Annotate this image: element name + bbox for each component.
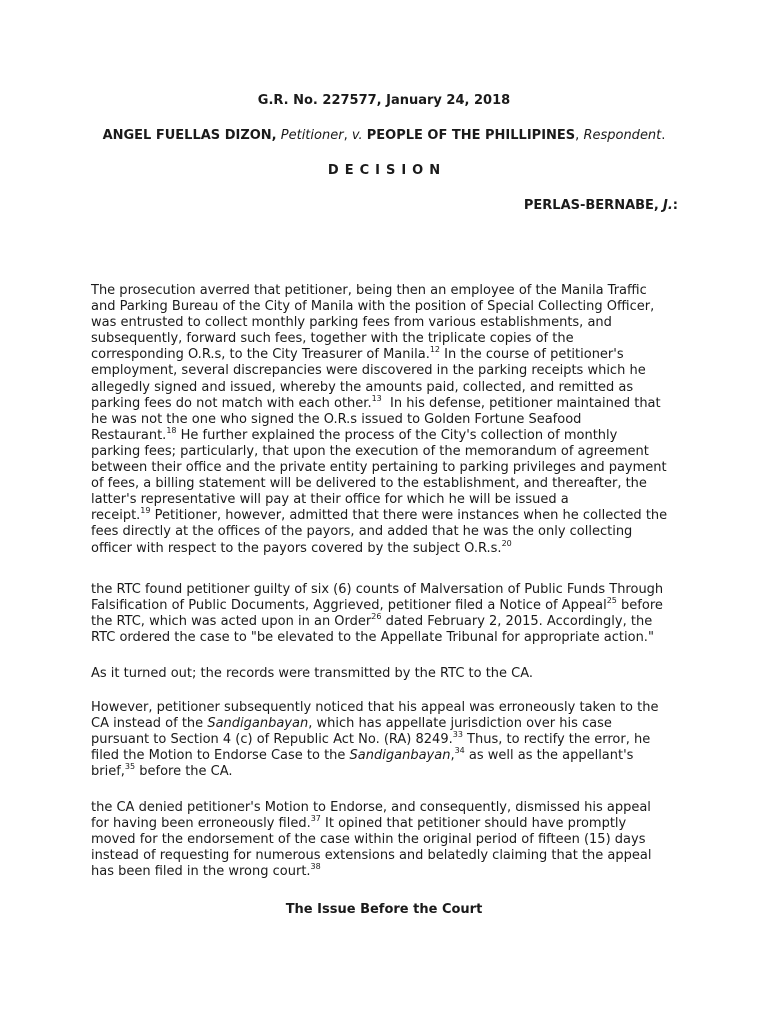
paragraph-ca-denial (91, 800, 691, 880)
footnote-ref-25[interactable]: 25 (606, 596, 617, 606)
text-line: subsequently, forward such fees, together with the triplicate copies of the (91, 331, 574, 347)
text-run: In his defense, petitioner maintained that (381, 395, 661, 411)
parties-comma: , (343, 128, 352, 143)
respondent-name: PEOPLE OF THE PHILLIPINES (366, 128, 576, 143)
text-run: receipt. (91, 508, 141, 524)
text-line (91, 614, 691, 630)
text-run: parking fees do not match with each other. (91, 395, 372, 411)
text-run: Petitioner, however, admitted that there were instances when he collected the (150, 508, 668, 524)
text-run: filed the Motion to Endorse Case to the (91, 748, 350, 764)
text-line: was entrusted to collect monthly parking fees from various establishments, and (91, 315, 612, 331)
text-line: However, petitioner subsequently noticed that his appeal was erroneously taken to the (91, 700, 659, 715)
versus-label: v. (351, 128, 363, 143)
decision-heading: DECISION (327, 163, 447, 178)
text-run: dated February 2, 2015. Accordingly, the (381, 614, 653, 630)
footnote-ref-19[interactable]: 19 (140, 506, 151, 516)
text-run: Falsification of Public Documents, Aggrieved, petitioner filed a Notice of Appeal (91, 598, 607, 614)
text-line (91, 425, 691, 444)
text-line (91, 748, 691, 764)
case-parties (0, 128, 768, 143)
parties-comma: , (575, 128, 584, 143)
text-line: between their office and the private entity pertaining to parking privileges and payment (91, 460, 667, 476)
ponente-name: PERLAS-BERNABE, (523, 198, 659, 213)
text-line: instead of requesting for numerous extensions and belatedly claiming that the appeal (91, 848, 652, 864)
footnote-ref-12[interactable]: 12 (429, 345, 441, 355)
text-line: and Parking Bureau of the City of Manila with the position of Special Collecting Officer, (91, 299, 655, 315)
text-line (91, 508, 691, 524)
footnote-ref-13[interactable]: 13 (371, 393, 382, 403)
case-number-heading: G.R. No. 227577, January 24, 2018 (257, 93, 511, 108)
footnote-ref-18[interactable]: 18 (166, 425, 177, 435)
footnote-ref-35[interactable]: 35 (124, 762, 136, 772)
issue-heading: The Issue Before the Court (285, 902, 483, 917)
parties-period: . (661, 128, 666, 143)
footnote-ref-38[interactable]: 38 (310, 862, 321, 872)
text-line (91, 732, 691, 748)
text-run: Thus, to rectify the error, he (462, 732, 651, 748)
text-line (91, 347, 691, 363)
footnote-ref-33[interactable]: 33 (452, 730, 463, 740)
text-line (91, 716, 691, 732)
text-run: the RTC, which was acted upon in an Order (91, 614, 372, 630)
text-line: latter's representative will pay at their office for which he will be issued a (91, 492, 569, 508)
text-line (91, 764, 691, 780)
text-run: , which has appellate jurisdiction over his case (308, 716, 612, 732)
text-line: he was not the one who signed the O.R.s issued to Golden Fortune Seafood (91, 411, 582, 427)
italic-term: Sandiganbayan (207, 716, 309, 732)
text-line: moved for the endorsement of the case within the original period of fifteen (15) days (91, 832, 646, 848)
text-line (91, 598, 691, 614)
text-line: of fees, a billing statement will be delivered to the establishment, and thereafter, the (91, 476, 647, 492)
paragraph-erroneous-appeal (91, 700, 691, 780)
petitioner-name: ANGEL FUELLAS DIZON, (102, 128, 277, 143)
text-line: the CA denied petitioner's Motion to Endorse, and consequently, dismissed his appeal (91, 800, 651, 815)
text-run: brief, (91, 764, 125, 780)
text-line (91, 816, 691, 832)
ponente-colon: : (672, 198, 678, 213)
italic-term: Sandiganbayan (349, 748, 451, 764)
text-run: has been filed in the wrong court. (91, 864, 311, 880)
text-run: for having been erroneously filed. (91, 816, 311, 832)
text-line: the RTC found petitioner guilty of six (6) counts of Malversation of Public Funds Through (91, 582, 664, 597)
text-run: , (450, 748, 455, 764)
text-line: employment, several discrepancies were discovered in the parking receipts which he (91, 363, 646, 379)
text-line: fees directly at the offices of the payors, and added that he was the only collecting (91, 524, 633, 540)
footnote-ref-20[interactable]: 20 (501, 538, 512, 548)
petitioner-role: Petitioner (280, 128, 344, 143)
ponente (524, 198, 678, 213)
text-run: pursuant to Section 4 (c) of Republic Act No. (RA) 8249. (91, 732, 453, 748)
text-run: corresponding O.R.s, to the City Treasurer of Manila. (91, 347, 430, 363)
paragraph-prosecution-averments (91, 283, 691, 557)
ponente-title: J. (663, 198, 673, 213)
text-line: As it turned out; the records were transmitted by the RTC to the CA. (91, 666, 534, 681)
text-line (91, 538, 691, 557)
text-line: allegedly signed and issued, whereby the amounts paid, collected, and remitted as (91, 379, 634, 395)
text-run: It opined that petitioner should have promptly (320, 816, 627, 832)
text-line (91, 864, 691, 880)
text-line: The prosecution averred that petitioner, being then an employee of the Manila Traffic (91, 283, 647, 298)
footnote-ref-37[interactable]: 37 (310, 814, 321, 824)
text-line (91, 393, 691, 412)
text-run: Restaurant. (91, 427, 167, 443)
text-run: officer with respect to the payors covered by the subject O.R.s. (91, 540, 502, 556)
paragraph-records-transmitted (91, 666, 691, 682)
text-run: before (616, 598, 663, 614)
text-run: CA instead of the (91, 716, 208, 732)
footnote-ref-34[interactable]: 34 (454, 746, 465, 756)
text-run: as well as the appellant's (464, 748, 634, 764)
text-line: RTC ordered the case to "be elevated to the Appellate Tribunal for appropriate action." (91, 630, 654, 646)
text-run: In the course of petitioner's (440, 347, 624, 363)
text-line: parking fees; particularly, that upon the execution of the memorandum of agreement (91, 443, 649, 459)
respondent-role: Respondent (583, 128, 662, 143)
footnote-ref-26[interactable]: 26 (371, 612, 382, 622)
text-run: He further explained the process of the City's collection of monthly (176, 427, 618, 443)
paragraph-rtc-conviction (91, 582, 691, 646)
text-run: before the CA. (135, 764, 233, 780)
